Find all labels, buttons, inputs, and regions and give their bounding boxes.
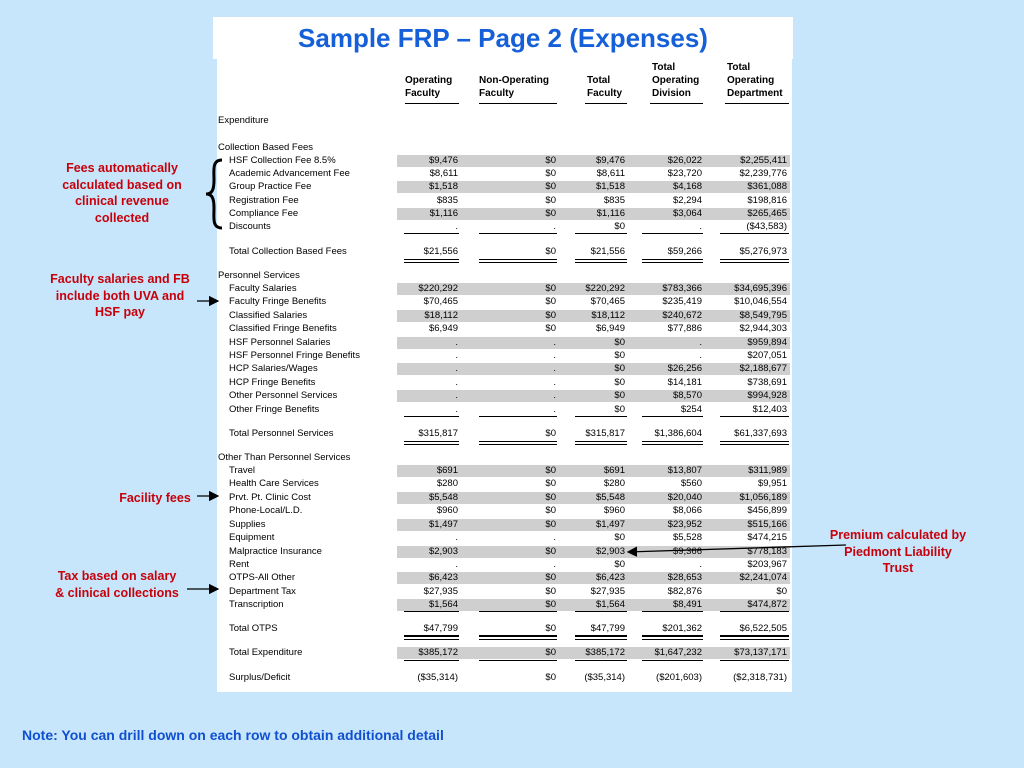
column-header: Total: [727, 62, 751, 73]
table-cell[interactable]: $8,549,795: [739, 310, 787, 321]
table-cell[interactable]: $0: [545, 572, 556, 583]
table-cell[interactable]: $0: [545, 672, 556, 683]
table-cell[interactable]: $385,172: [585, 647, 625, 658]
table-cell[interactable]: $220,292: [418, 283, 458, 294]
table-cell[interactable]: $18,112: [591, 310, 625, 321]
table-cell[interactable]: $0: [545, 283, 556, 294]
table-cell[interactable]: $203,967: [747, 559, 787, 570]
table-cell[interactable]: $835: [436, 195, 458, 206]
row-label[interactable]: OTPS-All Other: [229, 572, 295, 583]
row-label[interactable]: Health Care Services: [229, 478, 319, 489]
row-label[interactable]: Rent: [229, 559, 250, 570]
table-cell[interactable]: .: [553, 337, 556, 348]
table-cell[interactable]: $13,807: [667, 465, 702, 476]
table-cell[interactable]: $77,886: [667, 323, 702, 334]
row-label[interactable]: Other Fringe Benefits: [229, 404, 320, 415]
table-cell[interactable]: $5,276,973: [739, 246, 787, 257]
row-label[interactable]: Surplus/Deficit: [229, 672, 291, 683]
table-cell[interactable]: $1,647,232: [654, 647, 702, 658]
table-cell[interactable]: .: [455, 532, 458, 543]
table-cell[interactable]: $6,949: [595, 323, 625, 334]
column-header: Operating: [652, 75, 700, 86]
row-label[interactable]: Equipment: [229, 532, 275, 543]
table-cell[interactable]: ($201,603): [656, 672, 702, 683]
row-label[interactable]: Department Tax: [229, 586, 296, 597]
table-cell[interactable]: $0: [545, 428, 556, 439]
column-header: Faculty: [479, 88, 515, 99]
table-cell[interactable]: $8,611: [596, 168, 625, 179]
table-cell[interactable]: $960: [436, 505, 458, 516]
table-cell[interactable]: $0: [545, 465, 556, 476]
table-cell[interactable]: $1,564: [428, 599, 458, 610]
column-header: Operating: [727, 75, 775, 86]
row-label[interactable]: Group Practice Fee: [229, 181, 312, 192]
table-cell[interactable]: $47,799: [590, 623, 625, 634]
table-cell[interactable]: $2,903: [428, 546, 458, 557]
table-cell[interactable]: $9,476: [595, 155, 625, 166]
table-cell[interactable]: .: [699, 221, 702, 232]
section-heading: Collection Based Fees: [218, 142, 314, 153]
table-cell[interactable]: .: [455, 390, 458, 401]
table-cell[interactable]: $0: [545, 519, 556, 530]
table-cell[interactable]: $23,720: [667, 168, 702, 179]
table-cell[interactable]: $0: [614, 404, 625, 415]
table-cell[interactable]: $235,419: [662, 296, 702, 307]
table-cell[interactable]: $0: [614, 337, 625, 348]
table-cell[interactable]: $70,465: [423, 296, 458, 307]
annotation-tax: Tax based on salary & clinical collections: [55, 569, 179, 600]
row-label[interactable]: Travel: [229, 465, 256, 476]
table-cell[interactable]: $0: [776, 586, 787, 597]
table-cell[interactable]: $0: [614, 390, 625, 401]
table-cell[interactable]: .: [455, 559, 458, 570]
table-cell[interactable]: .: [455, 377, 458, 388]
row-label[interactable]: HCP Salaries/Wages: [229, 363, 318, 374]
table-cell[interactable]: $738,691: [747, 377, 787, 388]
table-cell[interactable]: $61,337,693: [734, 428, 787, 439]
table-cell[interactable]: $14,181: [667, 377, 702, 388]
row-label[interactable]: Total OTPS: [229, 623, 278, 634]
row-label[interactable]: Faculty Fringe Benefits: [229, 296, 327, 307]
table-cell[interactable]: .: [553, 532, 556, 543]
row-label[interactable]: HSF Personnel Salaries: [229, 337, 331, 348]
row-label[interactable]: Total Personnel Services: [229, 428, 334, 439]
arrow-premium: [628, 545, 846, 552]
table-cell[interactable]: $0: [545, 181, 556, 192]
table-cell[interactable]: $2,944,303: [739, 323, 787, 334]
table-cell[interactable]: $6,423: [428, 572, 458, 583]
annotation-fees: Fees automatically calculated based on clinical revenue collected: [62, 161, 182, 225]
table-cell[interactable]: $0: [545, 208, 556, 219]
table-cell[interactable]: $0: [614, 377, 625, 388]
table-cell[interactable]: $2,239,776: [739, 168, 787, 179]
table-cell[interactable]: $0: [614, 350, 625, 361]
table-cell[interactable]: $1,497: [428, 519, 458, 530]
table-cell[interactable]: $0: [545, 168, 556, 179]
table-cell[interactable]: $0: [545, 310, 556, 321]
table-cell[interactable]: $0: [545, 195, 556, 206]
table-cell[interactable]: $0: [545, 246, 556, 257]
table-cell[interactable]: $207,051: [747, 350, 787, 361]
table-cell[interactable]: ($43,583): [746, 221, 787, 232]
table-cell[interactable]: $201,362: [662, 623, 702, 634]
table-cell[interactable]: .: [553, 404, 556, 415]
note-text: Note: You can drill down on each row to obtain additional detail: [22, 727, 444, 743]
table-cell[interactable]: .: [553, 377, 556, 388]
row-label[interactable]: Total Expenditure: [229, 647, 303, 658]
table-cell[interactable]: $311,989: [748, 465, 787, 476]
table-cell[interactable]: $0: [545, 296, 556, 307]
table-cell[interactable]: $1,056,189: [739, 492, 787, 503]
row-label[interactable]: Transcription: [229, 599, 284, 610]
table-cell[interactable]: $778,183: [747, 546, 787, 557]
table-cell[interactable]: $0: [614, 559, 625, 570]
table-cell[interactable]: $1,518: [428, 181, 458, 192]
table-cell[interactable]: $515,166: [747, 519, 787, 530]
table-cell[interactable]: $835: [603, 195, 625, 206]
table-cell[interactable]: ($35,314): [584, 672, 625, 683]
table-cell[interactable]: $361,088: [747, 181, 787, 192]
table-cell[interactable]: $0: [545, 623, 556, 634]
table-cell[interactable]: ($35,314): [417, 672, 458, 683]
table-cell[interactable]: $26,022: [667, 155, 702, 166]
table-cell[interactable]: $1,518: [595, 181, 625, 192]
table-cell[interactable]: $18,112: [424, 310, 458, 321]
row-label[interactable]: Classified Fringe Benefits: [229, 323, 337, 334]
table-cell[interactable]: $8,570: [672, 390, 702, 401]
table-cell[interactable]: $0: [545, 323, 556, 334]
table-cell[interactable]: $23,952: [667, 519, 702, 530]
table-cell[interactable]: $9,951: [757, 478, 787, 489]
table-cell[interactable]: $27,935: [423, 586, 458, 597]
table-cell[interactable]: $5,548: [595, 492, 625, 503]
table-cell[interactable]: $47,799: [423, 623, 458, 634]
table-cell[interactable]: $9,476: [428, 155, 458, 166]
table-cell[interactable]: $220,292: [585, 283, 625, 294]
row-label[interactable]: HSF Personnel Fringe Benefits: [229, 350, 360, 361]
table-cell[interactable]: .: [553, 350, 556, 361]
row-label[interactable]: Faculty Salaries: [229, 283, 297, 294]
table-cell[interactable]: $0: [545, 155, 556, 166]
table-cell[interactable]: .: [699, 559, 702, 570]
table-cell[interactable]: $456,899: [747, 505, 787, 516]
table-cell[interactable]: $26,256: [667, 363, 702, 374]
table-cell[interactable]: $8,066: [672, 505, 702, 516]
column-header: Faculty: [587, 88, 623, 99]
table-cell[interactable]: $0: [545, 505, 556, 516]
table-cell[interactable]: $0: [545, 478, 556, 489]
column-header: Faculty: [405, 88, 441, 99]
table-cell[interactable]: ($2,318,731): [733, 672, 787, 683]
table-cell[interactable]: $0: [545, 599, 556, 610]
table-cell[interactable]: $1,116: [429, 208, 458, 219]
table-cell[interactable]: .: [699, 337, 702, 348]
section-heading: Other Than Personnel Services: [218, 452, 351, 463]
table-cell[interactable]: $265,465: [747, 208, 787, 219]
table-cell[interactable]: $6,949: [428, 323, 458, 334]
table-cell[interactable]: $198,816: [747, 195, 787, 206]
table-cell[interactable]: $691: [436, 465, 458, 476]
table-cell[interactable]: $9,366: [672, 546, 702, 557]
row-label[interactable]: Compliance Fee: [229, 208, 299, 219]
table-cell[interactable]: $1,386,604: [654, 428, 702, 439]
table-cell[interactable]: $2,903: [595, 546, 625, 557]
table-cell[interactable]: .: [455, 350, 458, 361]
table-cell[interactable]: $20,040: [667, 492, 702, 503]
row-label[interactable]: Phone-Local/L.D.: [229, 505, 303, 516]
table-cell[interactable]: .: [553, 221, 556, 232]
table-cell[interactable]: $10,046,554: [734, 296, 787, 307]
section-heading: Personnel Services: [218, 270, 300, 281]
annotation-premium: Premium calculated by Piedmont Liability Trust: [829, 528, 967, 575]
table-cell[interactable]: $959,894: [747, 337, 787, 348]
table-cell[interactable]: $21,556: [423, 246, 458, 257]
table-cell[interactable]: $315,817: [418, 428, 458, 439]
table-cell[interactable]: $783,366: [662, 283, 702, 294]
row-label[interactable]: Registration Fee: [229, 195, 299, 206]
table-cell[interactable]: $691: [603, 465, 625, 476]
column-header: Division: [652, 88, 691, 99]
row-label[interactable]: Total Collection Based Fees: [229, 246, 347, 257]
column-header: Total: [652, 62, 676, 73]
table-cell[interactable]: $34,695,396: [734, 283, 787, 294]
table-cell[interactable]: $0: [545, 647, 556, 658]
row-label[interactable]: Prvt. Pt. Clinic Cost: [229, 492, 311, 503]
brace-icon: [206, 160, 222, 228]
table-cell[interactable]: $4,168: [672, 181, 702, 192]
table-cell[interactable]: $960: [603, 505, 625, 516]
table-cell[interactable]: $5,528: [672, 532, 702, 543]
table-cell[interactable]: $2,294: [672, 195, 702, 206]
table-cell[interactable]: $0: [614, 221, 625, 232]
table-cell[interactable]: $254: [680, 404, 702, 415]
row-label[interactable]: Academic Advancement Fee: [229, 168, 350, 179]
row-label[interactable]: Other Personnel Services: [229, 390, 338, 401]
table-cell[interactable]: .: [553, 363, 556, 374]
section-heading: Expenditure: [218, 115, 269, 126]
table-cell[interactable]: $3,064: [672, 208, 702, 219]
page-title: Sample FRP – Page 2 (Expenses): [298, 23, 708, 53]
column-header: Operating: [405, 75, 453, 86]
table-cell[interactable]: $73,137,171: [734, 647, 787, 658]
table-cell[interactable]: $8,611: [429, 168, 458, 179]
row-label[interactable]: Classified Salaries: [229, 310, 308, 321]
table-cell[interactable]: .: [553, 559, 556, 570]
table-cell[interactable]: $994,928: [747, 390, 787, 401]
table-cell[interactable]: .: [455, 363, 458, 374]
table-cell[interactable]: $5,548: [428, 492, 458, 503]
table-cell[interactable]: .: [553, 390, 556, 401]
table-cell[interactable]: $59,266: [667, 246, 702, 257]
table-cell[interactable]: $1,564: [595, 599, 625, 610]
table-cell[interactable]: $27,935: [590, 586, 625, 597]
table-cell[interactable]: $315,817: [585, 428, 625, 439]
table-cell[interactable]: $0: [614, 363, 625, 374]
table-cell[interactable]: $560: [680, 478, 702, 489]
table-cell[interactable]: $12,403: [752, 404, 787, 415]
column-header: Non-Operating: [479, 75, 549, 86]
row-label[interactable]: Supplies: [229, 519, 266, 530]
table-cell[interactable]: $280: [603, 478, 625, 489]
table-cell[interactable]: .: [455, 404, 458, 415]
table-cell[interactable]: $2,255,411: [740, 155, 787, 166]
table-cell[interactable]: $70,465: [590, 296, 625, 307]
table-cell[interactable]: .: [699, 350, 702, 361]
table-cell[interactable]: $2,241,074: [739, 572, 787, 583]
table-cell[interactable]: $82,876: [667, 586, 702, 597]
table-cell[interactable]: $21,556: [590, 246, 625, 257]
table-cell[interactable]: $0: [614, 532, 625, 543]
annotation-faculty: Faculty salaries and FB include both UVA and HSF pay: [50, 272, 190, 319]
table-cell[interactable]: $0: [545, 492, 556, 503]
table-cell[interactable]: $6,423: [595, 572, 625, 583]
table-cell[interactable]: $280: [436, 478, 458, 489]
row-label[interactable]: HCP Fringe Benefits: [229, 377, 316, 388]
table-cell[interactable]: $0: [545, 546, 556, 557]
row-label[interactable]: Malpractice Insurance: [229, 546, 322, 557]
table-cell[interactable]: $28,653: [667, 572, 702, 583]
row-label[interactable]: HSF Collection Fee 8.5%: [229, 155, 336, 166]
table-cell[interactable]: $474,215: [747, 532, 787, 543]
row-label[interactable]: Discounts: [229, 221, 271, 232]
column-header: Total: [587, 75, 611, 86]
table-cell[interactable]: $474,872: [747, 599, 787, 610]
table-cell[interactable]: $240,672: [662, 310, 702, 321]
table-cell[interactable]: $1,497: [595, 519, 625, 530]
table-cell[interactable]: $2,188,677: [739, 363, 787, 374]
table-cell[interactable]: $8,491: [672, 599, 702, 610]
table-cell[interactable]: $0: [545, 586, 556, 597]
table-cell[interactable]: $385,172: [418, 647, 458, 658]
table-cell[interactable]: $6,522,505: [739, 623, 787, 634]
table-cell[interactable]: .: [455, 337, 458, 348]
annotation-facility: Facility fees: [119, 491, 191, 505]
column-header: Department: [727, 88, 783, 99]
table-cell[interactable]: .: [455, 221, 458, 232]
table-cell[interactable]: $1,116: [596, 208, 625, 219]
